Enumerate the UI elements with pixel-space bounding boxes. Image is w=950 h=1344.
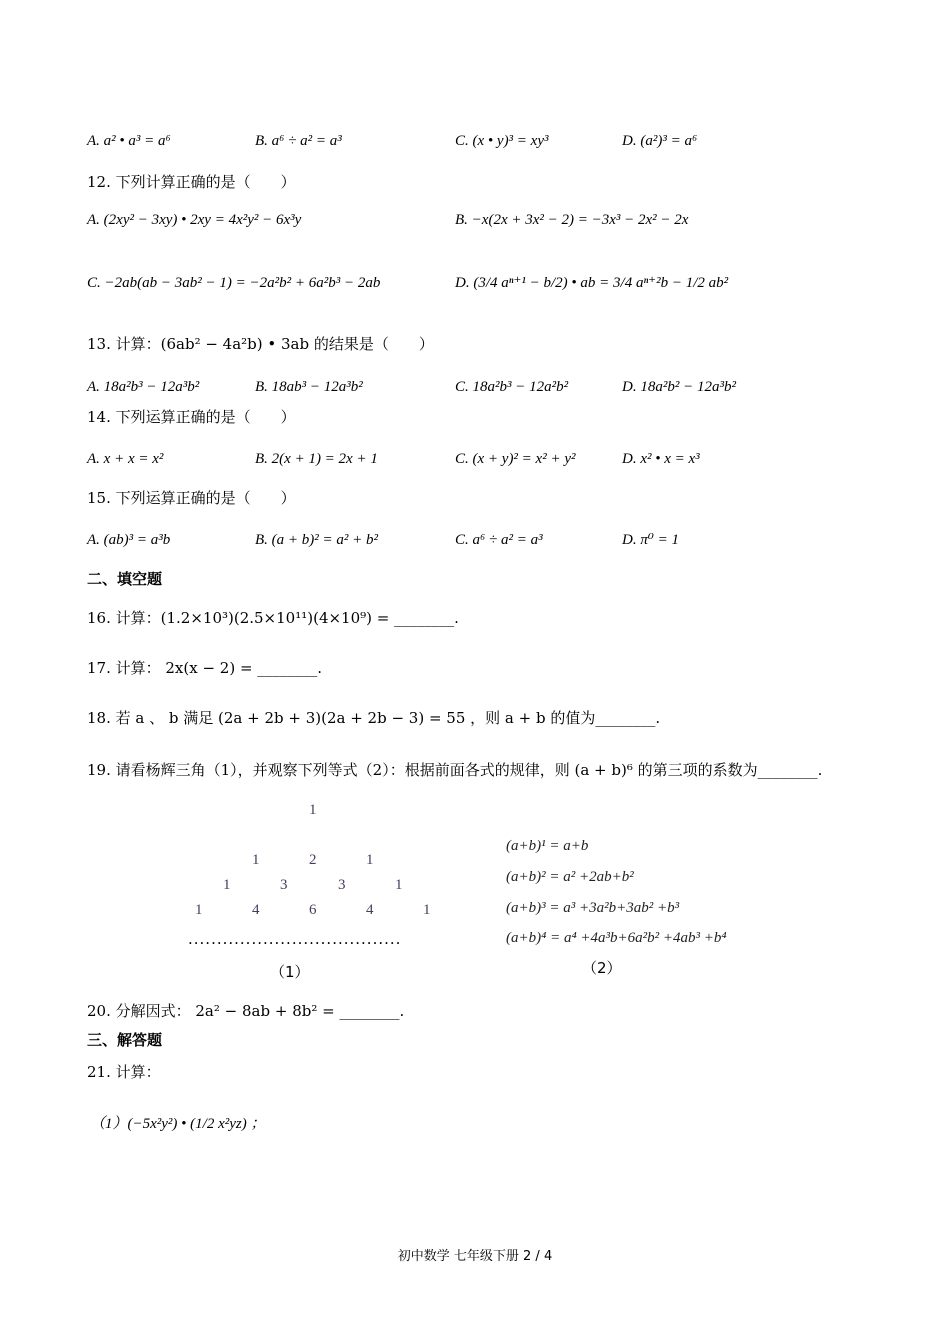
q12-option-a: A. (2xy² − 3xy) • 2xy = 4x²y² − 6x³y bbox=[87, 212, 302, 228]
page-footer: 初中数学 七年级下册 2 / 4 bbox=[397, 1249, 553, 1264]
figure-1-caption: （1） bbox=[270, 963, 310, 981]
triangle-number: 2 bbox=[309, 852, 317, 868]
q11-option-b: B. a⁶ ÷ a² = a³ bbox=[255, 133, 342, 149]
q17: 17. 计算： 2x(x − 2) = ________. bbox=[87, 659, 323, 677]
q15-option-a: A. (ab)³ = a³b bbox=[87, 532, 171, 548]
q14-stem: 14. 下列运算正确的是（ ） bbox=[87, 408, 296, 426]
q21-stem: 21. 计算： bbox=[87, 1063, 161, 1081]
q14-option-b: B. 2(x + 1) = 2x + 1 bbox=[255, 451, 378, 467]
q14-option-c: C. (x + y)² = x² + y² bbox=[455, 451, 576, 467]
expansion-line: (a+b)³ = a³ +3a²b+3ab² +b³ bbox=[506, 900, 680, 916]
triangle-number: 1 bbox=[309, 802, 317, 818]
q13-option-b: B. 18ab³ − 12a³b² bbox=[255, 379, 363, 395]
q13-option-d: D. 18a²b² − 12a³b² bbox=[622, 379, 736, 395]
q13-stem: 13. 计算：(6ab² − 4a²b) • 3ab 的结果是（ ） bbox=[87, 335, 434, 353]
expansion-line: (a+b)² = a² +2ab+b² bbox=[506, 869, 634, 885]
triangle-number: 1 bbox=[395, 877, 403, 893]
q12-stem: 12. 下列计算正确的是（ ） bbox=[87, 173, 296, 191]
q14-option-a: A. x + x = x² bbox=[87, 451, 164, 467]
triangle-number: 1 bbox=[223, 877, 231, 893]
triangle-number: 1 bbox=[252, 852, 260, 868]
figure-2-caption: （2） bbox=[582, 959, 622, 977]
q12-option-d: D. (3/4 aⁿ⁺¹ − b/2) • ab = 3/4 aⁿ⁺²b − 1/2 ab² bbox=[455, 275, 729, 291]
triangle-number: 3 bbox=[280, 877, 288, 893]
triangle-number: 1 bbox=[366, 852, 374, 868]
triangle-number: 6 bbox=[309, 902, 317, 918]
q11-option-d: D. (a²)³ = a⁶ bbox=[622, 133, 698, 149]
q13-option-a: A. 18a²b³ − 12a³b² bbox=[87, 379, 200, 395]
q18: 18. 若 a 、 b 满足 (2a + 2b + 3)(2a + 2b − 3) = 55 ，则 a + b 的值为________. bbox=[87, 709, 661, 727]
expansion-line: (a+b)⁴ = a⁴ +4a³b+6a²b² +4ab³ +b⁴ bbox=[506, 930, 727, 946]
triangle-number: 4 bbox=[366, 902, 374, 918]
q19: 19. 请看杨辉三角（1），并观察下列等式（2）：根据前面各式的规律，则 (a + b)⁶ 的第三项的系数为________. bbox=[87, 761, 823, 779]
q21-part1: （1）(−5x²y²) • (1/2 x²yz) ； bbox=[90, 1116, 266, 1132]
q15-option-b: B. (a + b)² = a² + b² bbox=[255, 532, 379, 548]
q14-option-d: D. x² • x = x³ bbox=[622, 451, 700, 467]
section-answer-heading: 三、解答题 bbox=[87, 1031, 163, 1049]
expansion-line: (a+b)¹ = a+b bbox=[506, 838, 589, 854]
q16: 16. 计算：(1.2×10³)(2.5×10¹¹)(4×10⁹) = ________. bbox=[87, 609, 459, 627]
triangle-continuation-dots: ····································· bbox=[188, 934, 402, 952]
triangle-number: 1 bbox=[195, 902, 203, 918]
q12-option-c: C. −2ab(ab − 3ab² − 1) = −2a²b² + 6a²b³ − 2ab bbox=[87, 275, 381, 291]
q13-option-c: C. 18a²b³ − 12a²b² bbox=[455, 379, 569, 395]
triangle-number: 4 bbox=[252, 902, 260, 918]
q11-option-a: A. a² • a³ = a⁶ bbox=[87, 133, 171, 149]
triangle-number: 3 bbox=[338, 877, 346, 893]
q15-option-c: C. a⁶ ÷ a² = a³ bbox=[455, 532, 543, 548]
triangle-number: 1 bbox=[423, 902, 431, 918]
q15-option-d: D. π⁰ = 1 bbox=[622, 532, 679, 548]
q15-stem: 15. 下列运算正确的是（ ） bbox=[87, 489, 296, 507]
q12-option-b: B. −x(2x + 3x² − 2) = −3x³ − 2x² − 2x bbox=[455, 212, 689, 228]
q20: 20. 分解因式： 2a² − 8ab + 8b² = ________. bbox=[87, 1002, 405, 1020]
section-fill-in-heading: 二、填空题 bbox=[87, 570, 163, 588]
q11-option-c: C. (x • y)³ = xy³ bbox=[455, 133, 549, 149]
